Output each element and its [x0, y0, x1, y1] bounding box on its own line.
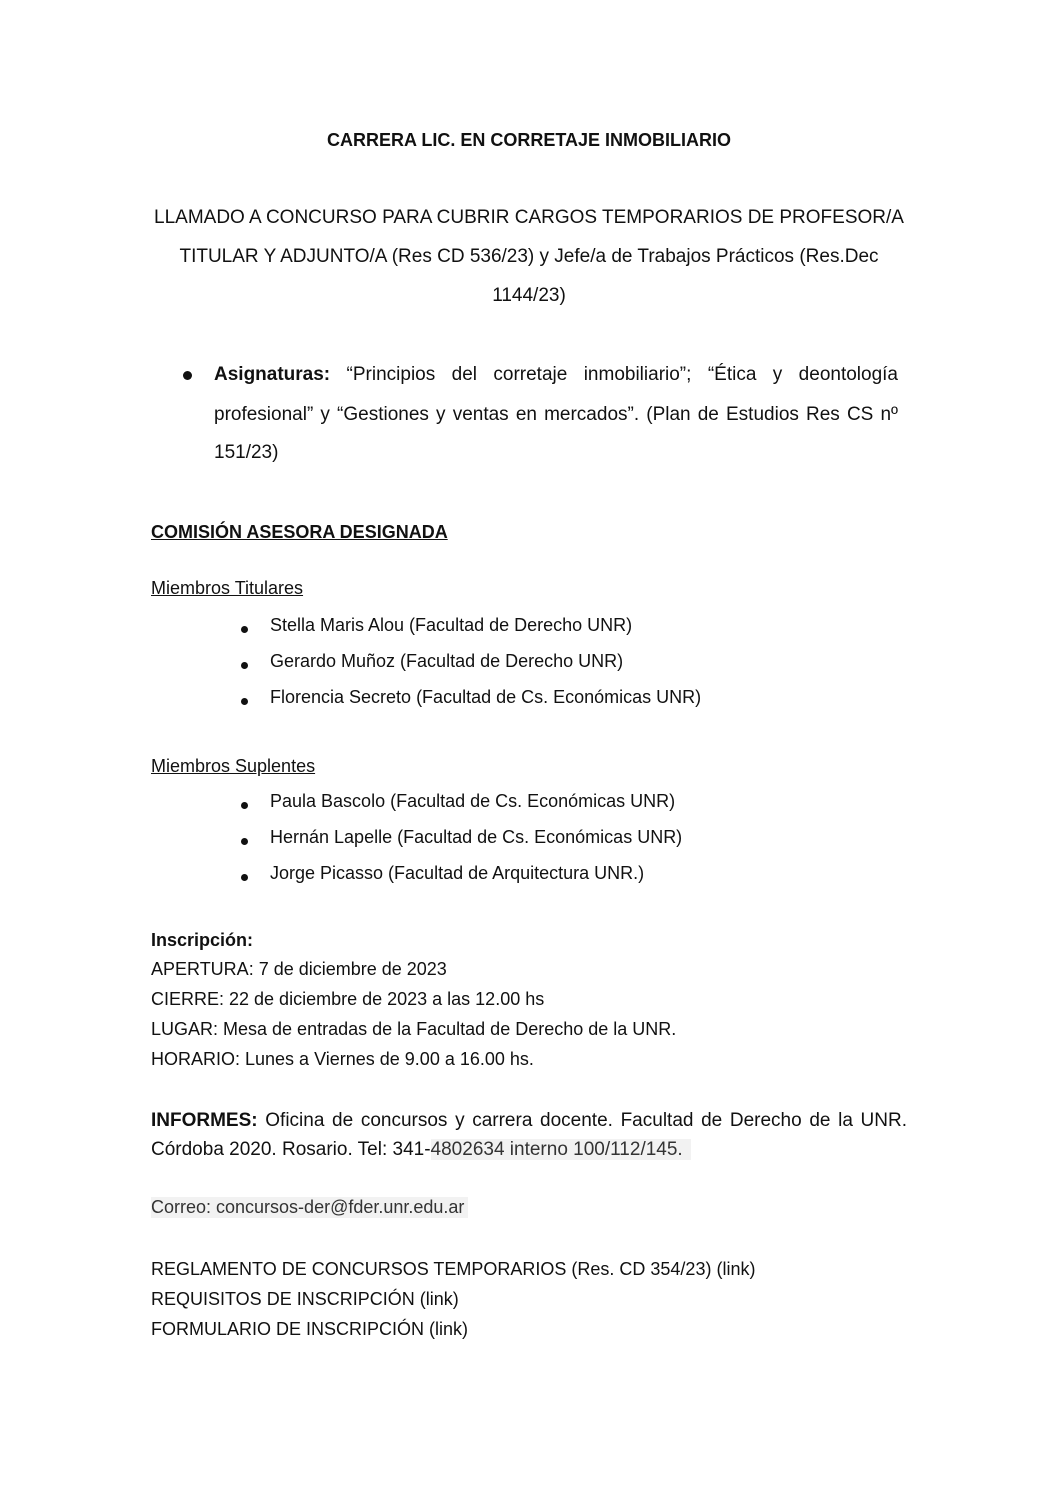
list-bullet — [241, 874, 248, 881]
career-title: CARRERA LIC. EN CORRETAJE INMOBILIARIO — [326, 130, 731, 150]
inscription-cierre: CIERRE: 22 de diciembre de 2023 a las 12.00 hs — [151, 989, 545, 1009]
call-title-line-3: 1144/23) — [492, 285, 566, 306]
call-title-line-1: LLAMADO A CONCURSO PARA CUBRIR CARGOS TEMPORARIOS DE PROFESOR/A — [154, 207, 904, 228]
list-bullet — [241, 802, 248, 809]
formulario-link[interactable]: FORMULARIO DE INSCRIPCIÓN (link) — [151, 1319, 469, 1339]
informes-line-1 — [151, 1110, 907, 1132]
subjects-line-2: profesional” y “Gestiones y ventas en mercados”. (Plan de Estudios Res CS nº — [214, 404, 898, 425]
reglamento-link[interactable]: REGLAMENTO DE CONCURSOS TEMPORARIOS (Res. CD 354/23) (link) — [151, 1259, 756, 1279]
suplente-member: Jorge Picasso (Facultad de Arquitectura UNR.) — [270, 863, 645, 883]
subjects-line-1 — [214, 364, 898, 386]
list-bullet — [241, 838, 248, 845]
informes-email[interactable]: Correo: concursos-der@fder.unr.edu.ar — [151, 1197, 468, 1218]
inscription-horario: HORARIO: Lunes a Viernes de 9.00 a 16.00 hs. — [151, 1049, 534, 1069]
informes-phone: 4802634 interno 100/112/145. — [431, 1139, 691, 1160]
subjects-line-3: 151/23) — [214, 442, 279, 463]
titular-member: Stella Maris Alou (Facultad de Derecho UNR) — [270, 615, 633, 635]
suplente-member: Paula Bascolo (Facultad de Cs. Económicas UNR) — [270, 791, 676, 811]
titulares-heading: Miembros Titulares — [151, 578, 304, 598]
informes-label: INFORMES: — [151, 1110, 258, 1131]
committee-heading: COMISIÓN ASESORA DESIGNADA — [151, 522, 448, 542]
inscription-lugar: LUGAR: Mesa de entradas de la Facultad de Derecho de la UNR. — [151, 1019, 677, 1039]
subjects-text-1: “Principios del corretaje inmobiliario”; “Ética y deontología — [346, 364, 898, 385]
informes-text-1: Oficina de concursos y carrera docente. Facultad de Derecho de la UNR. — [265, 1110, 907, 1131]
informes-line-2 — [151, 1139, 691, 1161]
requisitos-link[interactable]: REQUISITOS DE INSCRIPCIÓN (link) — [151, 1289, 459, 1309]
suplentes-heading: Miembros Suplentes — [151, 756, 316, 776]
titular-member: Gerardo Muñoz (Facultad de Derecho UNR) — [270, 651, 624, 671]
list-bullet — [241, 662, 248, 669]
titular-member: Florencia Secreto (Facultad de Cs. Económicas UNR) — [270, 687, 702, 707]
list-bullet — [241, 626, 248, 633]
inscription-apertura: APERTURA: 7 de diciembre de 2023 — [151, 959, 447, 979]
call-title-line-2: TITULAR Y ADJUNTO/A (Res CD 536/23) y Jefe/a de Trabajos Prácticos (Res.Dec — [179, 246, 879, 267]
subjects-label: Asignaturas: — [214, 364, 331, 385]
list-bullet — [241, 698, 248, 705]
subjects-bullet — [183, 371, 192, 380]
suplente-member: Hernán Lapelle (Facultad de Cs. Económicas UNR) — [270, 827, 683, 847]
informes-address: Córdoba 2020. Rosario. Tel: 341- — [151, 1139, 431, 1160]
inscription-heading: Inscripción: — [151, 930, 254, 950]
